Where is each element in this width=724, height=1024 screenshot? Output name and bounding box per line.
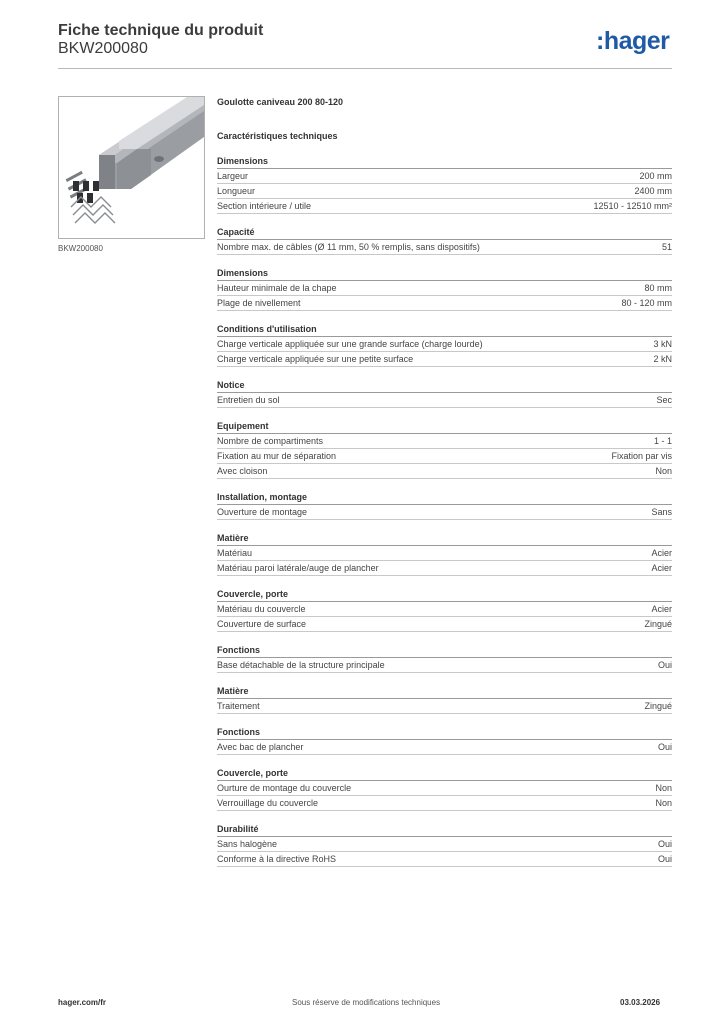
spec-row [217, 240, 672, 255]
spec-value: Non [655, 783, 672, 793]
spec-label: Traitement [217, 701, 260, 711]
spec-value: Zingué [644, 619, 672, 629]
spec-group-title: Fonctions [217, 644, 672, 658]
spec-group-title: Installation, montage [217, 491, 672, 505]
spec-row [217, 449, 672, 464]
spec-label: Ourture de montage du couvercle [217, 783, 352, 793]
spec-row [217, 617, 672, 632]
spec-row [217, 699, 672, 714]
spec-value: Oui [657, 839, 672, 849]
spec-row [217, 796, 672, 811]
spec-group-title: Notice [217, 379, 672, 393]
spec-group [217, 644, 672, 673]
spec-value: Oui [657, 854, 672, 864]
spec-group-title: Durabilité [217, 823, 672, 837]
spec-label: Plage de nivellement [217, 298, 301, 308]
spec-row [217, 184, 672, 199]
hager-logo [596, 26, 669, 56]
spec-group [217, 726, 672, 755]
spec-value: 200 mm [639, 171, 672, 181]
spec-value: 3 kN [653, 339, 672, 349]
spec-label: Section intérieure / utile [217, 201, 312, 211]
spec-groups [217, 155, 672, 867]
spec-value: Sec [656, 395, 672, 405]
spec-label: Ouverture de montage [217, 507, 308, 517]
spec-row [217, 781, 672, 796]
spec-row [217, 337, 672, 352]
spec-row [217, 434, 672, 449]
spec-group-title: Dimensions [217, 155, 672, 169]
spec-value: 1 - 1 [653, 436, 672, 446]
spec-label: Nombre max. de câbles (Ø 11 mm, 50 % remplis, sans dispositifs) [217, 242, 480, 252]
spec-group-title: Capacité [217, 226, 672, 240]
spec-group [217, 379, 672, 408]
spec-group-title: Dimensions [217, 267, 672, 281]
spec-group [217, 685, 672, 714]
footer-disclaimer: Sous réserve de modifications techniques [292, 998, 441, 1007]
spec-group [217, 588, 672, 632]
header-divider [58, 68, 672, 69]
spec-group-title: Conditions d'utilisation [217, 323, 672, 337]
spec-value: Oui [657, 742, 672, 752]
spec-label: Verrouillage du couvercle [217, 798, 319, 808]
footer-date: 03.03.2026 [620, 998, 661, 1007]
spec-label: Base détachable de la structure principale [217, 660, 385, 670]
spec-value: Acier [651, 604, 672, 614]
spec-row [217, 296, 672, 311]
spec-value: Acier [651, 563, 672, 573]
spec-value: 80 - 120 mm [621, 298, 672, 308]
spec-row [217, 658, 672, 673]
spec-group-title: Matière [217, 685, 672, 699]
spec-group [217, 226, 672, 255]
spec-label: Avec cloison [217, 466, 268, 476]
spec-row [217, 546, 672, 561]
footer-website: hager.com/fr [58, 998, 107, 1007]
spec-value: Sans [651, 507, 672, 517]
logo-text: :hager [596, 27, 670, 55]
spec-group [217, 155, 672, 214]
spec-group [217, 823, 672, 867]
spec-value: Fixation par vis [611, 451, 672, 461]
spec-value: Non [655, 798, 672, 808]
spec-value: 2400 mm [634, 186, 672, 196]
spec-row [217, 464, 672, 479]
spec-group [217, 267, 672, 311]
product-image [58, 96, 205, 239]
spec-label: Nombre de compartiments [217, 436, 324, 446]
spec-value: 80 mm [644, 283, 672, 293]
spec-row [217, 561, 672, 576]
spec-label: Fixation au mur de séparation [217, 451, 337, 461]
spec-row [217, 837, 672, 852]
spec-row [217, 393, 672, 408]
spec-row [217, 199, 672, 214]
spec-group [217, 491, 672, 520]
spec-label: Matériau du couvercle [217, 604, 306, 614]
product-name: Goulotte caniveau 200 80-120 [217, 97, 344, 107]
spec-group-title: Couvercle, porte [217, 767, 672, 781]
spec-group [217, 532, 672, 576]
spec-row [217, 281, 672, 296]
spec-row [217, 852, 672, 867]
spec-group [217, 323, 672, 367]
spec-label: Hauteur minimale de la chape [217, 283, 337, 293]
image-caption: BKW200080 [58, 244, 103, 253]
spec-label: Charge verticale appliquée sur une petite surface [217, 354, 414, 364]
spec-row [217, 352, 672, 367]
specifications [217, 96, 672, 867]
spec-value: 51 [661, 242, 672, 252]
spec-label: Matériau paroi latérale/auge de plancher [217, 563, 379, 573]
spec-label: Sans halogène [217, 839, 278, 849]
spec-group-title: Fonctions [217, 726, 672, 740]
spec-label: Entretien du sol [217, 395, 280, 405]
spec-row [217, 505, 672, 520]
spec-group-title: Couvercle, porte [217, 588, 672, 602]
spec-value: Non [655, 466, 672, 476]
spec-label: Largeur [217, 171, 249, 181]
spec-group-title: Equipement [217, 420, 672, 434]
spec-row [217, 740, 672, 755]
spec-row [217, 602, 672, 617]
product-reference: BKW200080 [58, 40, 148, 57]
spec-value: 12510 - 12510 mm² [593, 201, 672, 211]
spec-group [217, 767, 672, 811]
spec-label: Matériau [217, 548, 253, 558]
spec-group-title: Matière [217, 532, 672, 546]
page-title: Fiche technique du produit [58, 22, 264, 39]
spec-value: 2 kN [653, 354, 672, 364]
spec-value: Oui [657, 660, 672, 670]
spec-row [217, 169, 672, 184]
spec-group [217, 420, 672, 479]
spec-label: Couverture de surface [217, 619, 307, 629]
spec-label: Conforme à la directive RoHS [217, 854, 337, 864]
spec-value: Acier [651, 548, 672, 558]
spec-label: Charge verticale appliquée sur une grande surface (charge lourde) [217, 339, 483, 349]
spec-value: Zingué [644, 701, 672, 711]
technical-characteristics-title: Caractéristiques techniques [217, 131, 338, 141]
spec-label: Avec bac de plancher [217, 742, 304, 752]
spec-label: Longueur [217, 186, 256, 196]
